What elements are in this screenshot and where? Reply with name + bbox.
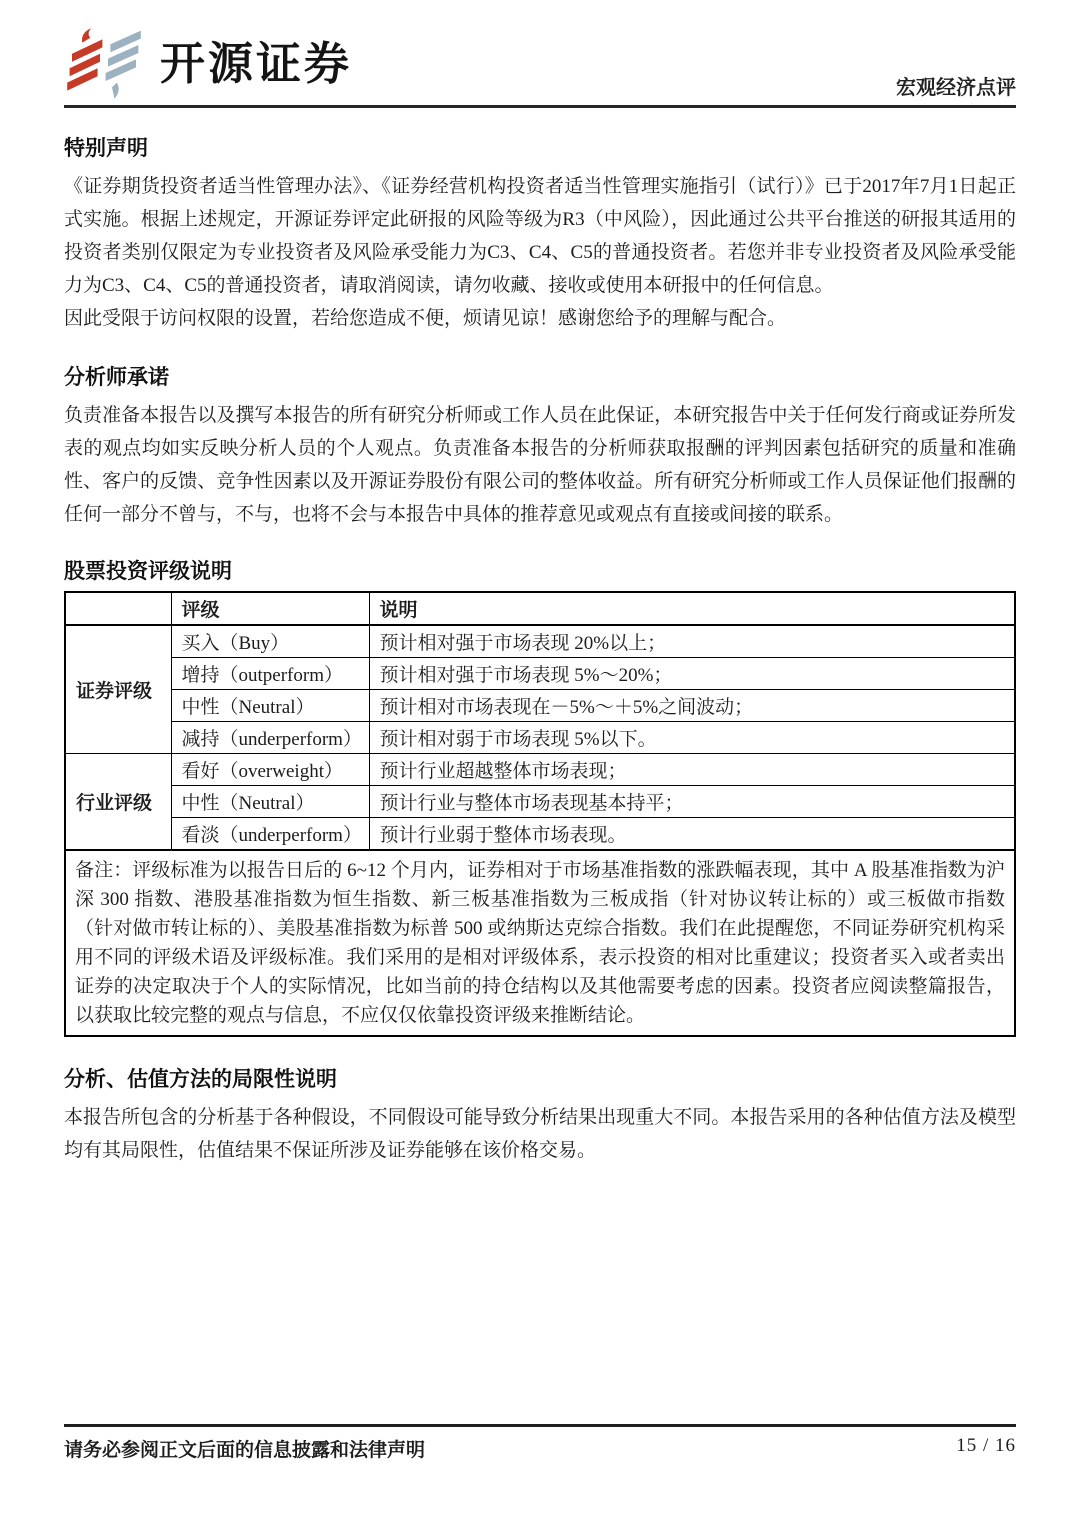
table-row	[65, 754, 1015, 786]
brand-logo-text: 开源证券	[160, 36, 353, 90]
special-statement-paragraph: 因此受限于访问权限的设置，若给您造成不便，烦请见谅！感谢您给予的理解与配合。	[64, 308, 787, 329]
desc-cell: 预计相对强于市场表现 20%以上；	[369, 625, 1015, 658]
section-limitations	[64, 1063, 1016, 1167]
rating-cell: 减持（underperform）	[171, 722, 369, 754]
brand-logo	[64, 24, 352, 102]
desc-cell: 预计相对市场表现在－5%～＋5%之间波动；	[369, 690, 1015, 722]
limitations-title: 分析、估值方法的局限性说明	[64, 1067, 337, 1091]
table-row	[65, 722, 1015, 754]
section-rating-explanation	[64, 555, 1016, 1037]
group-cell-industry: 行业评级	[65, 754, 171, 851]
logo-red-mark	[67, 28, 102, 90]
special-statement-title: 特别声明	[64, 136, 148, 160]
rating-cell: 中性（Neutral）	[171, 786, 369, 818]
page-footer	[64, 1424, 1016, 1462]
analyst-commitment-body: 负责准备本报告以及撰写本报告的所有研究分析师或工作人员在此保证，本研究报告中关于任何发行商或证券所发表的观点均如实反映分析人员的个人观点。负责准备本报告的分析师获取报酬的评判因素包括研究的质量和准确性、客户的反馈、竞争性因素以及开源证券股份有限公司的整体收益。所有研究分析师或工作人员保证他们报酬的任何一部分不曾与，不与，也将不会与本报告中具体的推荐意见或观点有直接或间接的联系。	[64, 405, 1016, 525]
rating-cell: 买入（Buy）	[171, 625, 369, 658]
desc-cell: 预计行业弱于整体市场表现。	[369, 818, 1015, 851]
note-cell: 备注：评级标准为以报告日后的 6~12 个月内，证券相对于市场基准指数的涨跌幅表现，其中 A 股基准指数为沪深 300 指数、港股基准指数为恒生指数、新三板基准指数为三板成指（针对协议转让标的）或三板做市指数（针对做市转让标的）、美股基准指数为标普 500 或纳斯达克综合指数。我们在此提醒您，不同证券研究机构采用不同的评级术语及评级标准。我们采用的是相对评级体系，表示投资的相对比重建议；投资者买入或者卖出证券的决定取决于个人的实际情况，比如当前的持仓结构以及其他需要考虑的因素。投资者应阅读整篇报告，以获取比较完整的观点与信息，不应仅仅依靠投资评级来推断结论。	[65, 850, 1015, 1036]
section-special-statement	[64, 132, 1016, 335]
table-row	[65, 786, 1015, 818]
desc-cell: 预计相对强于市场表现 5%～20%；	[369, 658, 1015, 690]
rating-cell: 看好（overweight）	[171, 754, 369, 786]
logo-gray-mark	[106, 31, 141, 99]
rating-cell: 看淡（underperform）	[171, 818, 369, 851]
table-row	[65, 658, 1015, 690]
table-note-row	[65, 850, 1015, 1036]
footer-disclaimer: 请务必参阅正文后面的信息披露和法律声明	[64, 1440, 426, 1461]
report-category: 宏观经济点评	[896, 77, 1016, 99]
page-header	[64, 0, 1016, 108]
table-row	[65, 625, 1015, 658]
column-header-empty	[65, 592, 171, 625]
limitations-body: 本报告所包含的分析基于各种假设，不同假设可能导致分析结果出现重大不同。本报告采用的各种估值方法及模型均有其局限性，估值结果不保证所涉及证券能够在该价格交易。	[64, 1107, 1016, 1161]
brand-logo-icon	[64, 24, 148, 102]
rating-table-title: 股票投资评级说明	[64, 559, 232, 583]
column-header-rating: 评级	[171, 592, 369, 625]
table-row	[65, 690, 1015, 722]
group-cell-securities: 证券评级	[65, 625, 171, 754]
special-statement-paragraph: 《证券期货投资者适当性管理办法》、《证券经营机构投资者适当性管理实施指引（试行）》已于2017年7月1日起正式实施。根据上述规定，开源证券评定此研报的风险等级为R3（中风险），因此通过公共平台推送的研报其适用的投资者类别仅限定为专业投资者及风险承受能力为C3、C4、C5的普通投资者。若您并非专业投资者及风险承受能力为C3、C4、C5的普通投资者，请取消阅读，请勿收藏、接收或使用本研报中的任何信息。	[64, 176, 1016, 296]
desc-cell: 预计相对弱于市场表现 5%以下。	[369, 722, 1015, 754]
desc-cell: 预计行业超越整体市场表现；	[369, 754, 1015, 786]
rating-table	[64, 591, 1016, 1037]
desc-cell: 预计行业与整体市场表现基本持平；	[369, 786, 1015, 818]
rating-cell: 中性（Neutral）	[171, 690, 369, 722]
column-header-desc: 说明	[369, 592, 1015, 625]
analyst-commitment-title: 分析师承诺	[64, 365, 169, 389]
section-analyst-commitment	[64, 361, 1016, 531]
page-number: 15 / 16	[956, 1435, 1016, 1456]
rating-cell: 增持（outperform）	[171, 658, 369, 690]
table-header-row	[65, 592, 1015, 625]
table-row	[65, 818, 1015, 851]
